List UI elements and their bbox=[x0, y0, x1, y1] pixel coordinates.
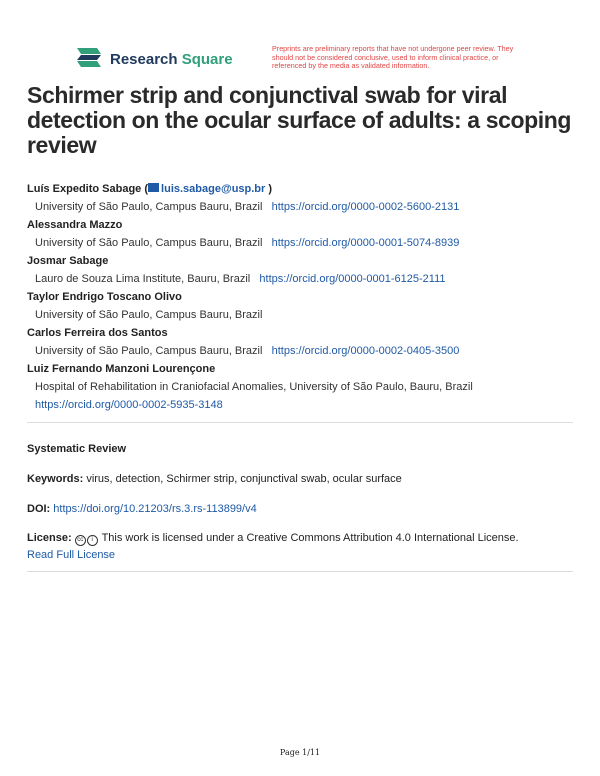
doi-section bbox=[27, 501, 577, 518]
author-affiliation: University of São Paulo, Campus Bauru, Brazil bbox=[35, 345, 263, 357]
preprint-disclaimer: Preprints are preliminary reports that have not undergone peer review. They should not be considered conclusive, used to inform clinical practice, or referenced by the media as validated information. bbox=[272, 44, 514, 70]
license-section bbox=[27, 530, 577, 564]
license-text: This work is licensed under a Creative Commons Attribution 4.0 International License. bbox=[101, 532, 519, 544]
author-orcid-row bbox=[27, 396, 587, 414]
divider bbox=[27, 571, 573, 572]
orcid-link[interactable]: https://orcid.org/0000-0001-5074-8939 bbox=[271, 237, 460, 249]
author-entry: Luís Expedito Sabage ( luis.sabage@usp.br ) bbox=[27, 183, 273, 195]
author-affiliation: University of São Paulo, Campus Bauru, Brazil bbox=[35, 309, 263, 321]
cc-icon: cc bbox=[75, 535, 86, 546]
author-name: Alessandra Mazzo bbox=[27, 219, 123, 231]
orcid-link[interactable]: https://orcid.org/0000-0001-6125-2111 bbox=[259, 273, 446, 285]
author-affiliation-row bbox=[27, 378, 587, 396]
author-affiliation-row bbox=[27, 234, 587, 252]
license-label: License: bbox=[27, 532, 72, 544]
author-name: Josmar Sabage bbox=[27, 255, 109, 267]
paper-title: Schirmer strip and conjunctival swab for viral detection on the ocular surface of adults: a scoping review bbox=[27, 82, 572, 158]
envelope-icon bbox=[148, 183, 159, 192]
orcid-link[interactable]: https://orcid.org/0000-0002-5600-2131 bbox=[271, 201, 460, 213]
author-affiliation: University of São Paulo, Campus Bauru, Brazil bbox=[35, 201, 263, 213]
orcid-link[interactable]: https://orcid.org/0000-0002-5935-3148 bbox=[35, 399, 223, 411]
author-affiliation-row bbox=[27, 270, 587, 288]
article-type-label: Systematic Review bbox=[27, 443, 127, 455]
page-number: Page 1/11 bbox=[279, 748, 321, 757]
article-type bbox=[27, 441, 577, 458]
keywords-label: Keywords: bbox=[27, 473, 84, 485]
research-square-logo-icon bbox=[75, 46, 103, 68]
brand-part1: Research bbox=[110, 51, 178, 68]
author-affiliation-row bbox=[27, 198, 587, 216]
brand-part2: Square bbox=[181, 51, 233, 68]
brand-name bbox=[110, 51, 233, 68]
doi-label: DOI: bbox=[27, 503, 51, 515]
keywords-section bbox=[27, 471, 577, 488]
divider bbox=[27, 422, 573, 423]
author-email-link[interactable]: luis.sabage@usp.br bbox=[161, 183, 266, 195]
attribution-icon: i bbox=[87, 535, 98, 546]
author-name: Carlos Ferreira dos Santos bbox=[27, 327, 168, 339]
author-affiliation: Lauro de Souza Lima Institute, Bauru, Brazil bbox=[35, 273, 251, 285]
author-affiliation: University of São Paulo, Campus Bauru, Brazil bbox=[35, 237, 263, 249]
author-name: Luís Expedito Sabage bbox=[27, 183, 142, 195]
keywords-value: virus, detection, Schirmer strip, conjunctival swab, ocular surface bbox=[86, 473, 402, 485]
orcid-link[interactable]: https://orcid.org/0000-0002-0405-3500 bbox=[271, 345, 460, 357]
read-full-license-link[interactable]: Read Full License bbox=[27, 549, 116, 561]
author-affiliation-row bbox=[27, 342, 587, 360]
author-name: Luiz Fernando Manzoni Lourençone bbox=[27, 363, 216, 375]
doi-link[interactable]: https://doi.org/10.21203/rs.3.rs-113899/v4 bbox=[53, 503, 257, 515]
author-affiliation: Hospital of Rehabilitation in Craniofacial Anomalies, University of São Paulo, Bauru, Brazil bbox=[35, 381, 473, 393]
author-name: Taylor Endrigo Toscano Olivo bbox=[27, 291, 182, 303]
author-list bbox=[27, 180, 587, 414]
author-affiliation-row bbox=[27, 306, 587, 324]
